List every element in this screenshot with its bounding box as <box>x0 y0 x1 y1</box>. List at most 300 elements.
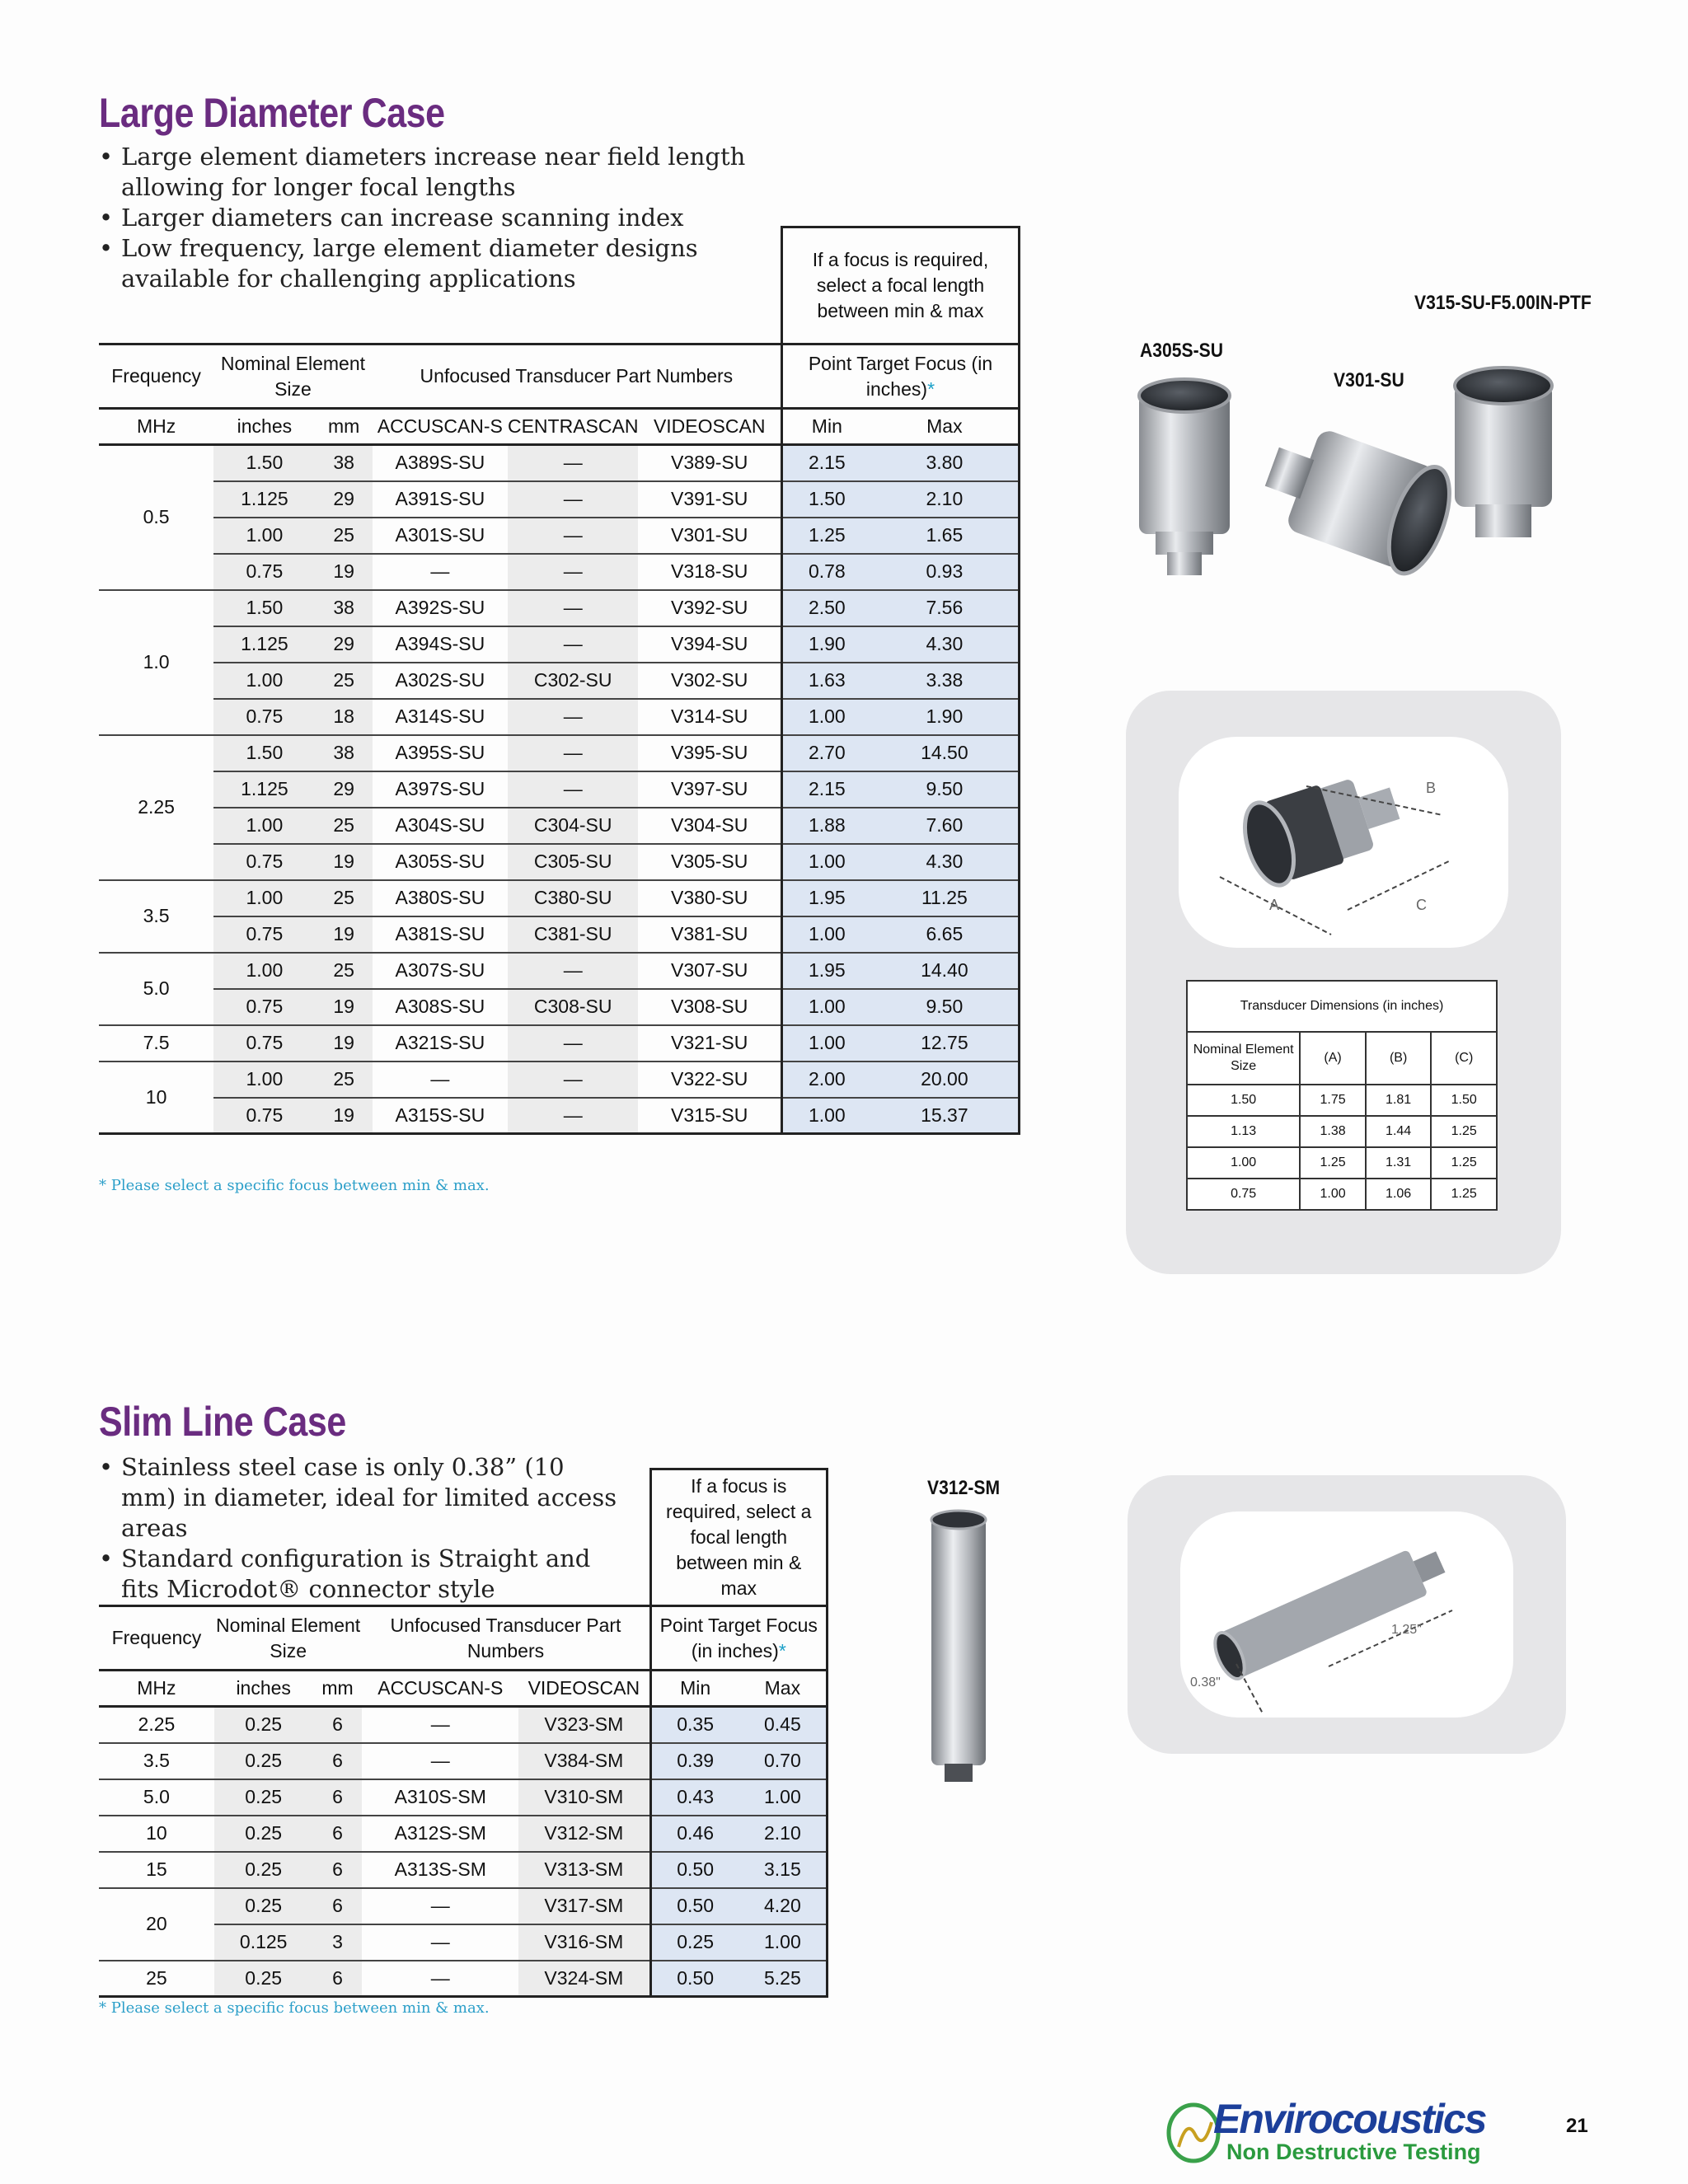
table-cell: 38 <box>316 445 373 481</box>
table-cell: V316-SM <box>518 1924 650 1961</box>
asterisk: * <box>778 1639 786 1661</box>
table-row <box>99 481 1020 518</box>
slim-table-body <box>99 1707 828 1997</box>
table-cell: 6 <box>313 1816 363 1852</box>
table-cell: 38 <box>316 590 373 626</box>
table-cell: — <box>508 699 638 735</box>
table-row <box>99 989 1020 1025</box>
table-cell: 1.90 <box>781 626 870 663</box>
ptf-header <box>781 344 1019 409</box>
brand-tagline: Non Destructive Testing <box>1226 2139 1481 2164</box>
table-cell: C380-SU <box>508 880 638 916</box>
table-cell: 1.00 <box>739 1924 828 1961</box>
table-cell: 1.95 <box>781 953 870 989</box>
unit-cell: MHz <box>99 409 213 445</box>
table-cell: 1.00 <box>213 880 315 916</box>
table-row <box>99 1961 828 1997</box>
dimension-label: B <box>1426 780 1437 796</box>
table-row <box>99 808 1020 844</box>
large-dimension-diagram <box>1179 737 1508 948</box>
table-row <box>99 844 1020 880</box>
frequency-cell: 1.0 <box>99 590 213 735</box>
table-cell: A302S-SU <box>373 663 508 699</box>
table-cell: 19 <box>316 554 373 590</box>
table-cell: — <box>508 1025 638 1062</box>
table-cell: 29 <box>316 481 373 518</box>
brand-name: Envirocoustics <box>1213 2096 1486 2142</box>
table-cell: 1.50 <box>781 481 870 518</box>
table-cell: V318-SU <box>638 554 781 590</box>
table-cell: 1.00 <box>213 1062 315 1098</box>
dimension-label: 0.38" <box>1190 1675 1221 1690</box>
table-cell: 1.00 <box>213 953 315 989</box>
table-cell: 1.00 <box>781 699 870 735</box>
table-cell: A394S-SU <box>373 626 508 663</box>
table-cell: A389S-SU <box>373 445 508 481</box>
table-cell: 1.00 <box>739 1779 828 1816</box>
table-cell: 1.50 <box>213 735 315 771</box>
table-cell: — <box>362 1961 518 1997</box>
table-cell: A313S-SM <box>362 1852 518 1888</box>
product-label: V315-SU-F5.00IN-PTF <box>1414 292 1592 314</box>
table-row <box>99 880 1020 916</box>
page-number: 21 <box>1566 2115 1588 2137</box>
table-cell: 1.25 <box>781 518 870 554</box>
table-cell: 0.50 <box>650 1888 739 1924</box>
table-cell: V307-SU <box>638 953 781 989</box>
table-cell: C381-SU <box>508 916 638 953</box>
table-cell: V394-SU <box>638 626 781 663</box>
table-cell: — <box>508 1098 638 1134</box>
table-cell: — <box>508 481 638 518</box>
table-cell: V301-SU <box>638 518 781 554</box>
table-cell: 0.43 <box>650 1779 739 1816</box>
table-cell: A307S-SU <box>373 953 508 989</box>
dims-cell: 1.00 <box>1187 1147 1300 1179</box>
dims-cell: 1.44 <box>1366 1116 1432 1147</box>
table-cell: A304S-SU <box>373 808 508 844</box>
table-cell: — <box>508 771 638 808</box>
unit-cell: inches <box>213 409 315 445</box>
frequency-cell: 7.5 <box>99 1025 213 1062</box>
table-cell: 1.88 <box>781 808 870 844</box>
v312-sm-photo <box>915 1508 1006 1797</box>
unfocused-header: Unfocused Transducer Part Numbers <box>373 344 782 409</box>
table-cell: 25 <box>316 663 373 699</box>
table-row <box>99 953 1020 989</box>
table-row <box>99 518 1020 554</box>
table-cell: 1.00 <box>781 1098 870 1134</box>
table-row <box>99 699 1020 735</box>
transducer-dimensions-table <box>1186 980 1498 1211</box>
table-cell: 19 <box>316 916 373 953</box>
table-cell: — <box>508 518 638 554</box>
unit-cell: Min <box>781 409 870 445</box>
table-cell: 2.10 <box>739 1816 828 1852</box>
table-cell: 7.60 <box>871 808 1020 844</box>
unit-cell: inches <box>214 1671 313 1707</box>
table-cell: 19 <box>316 1098 373 1134</box>
table-cell: V321-SU <box>638 1025 781 1062</box>
a305s-su-photo <box>1139 379 1230 575</box>
table-cell: 2.50 <box>781 590 870 626</box>
table-cell: 1.95 <box>781 880 870 916</box>
table-cell: 3.15 <box>739 1852 828 1888</box>
table-cell: A312S-SM <box>362 1816 518 1852</box>
table-cell: C304-SU <box>508 808 638 844</box>
frequency-header: Frequency <box>99 344 213 409</box>
frequency-cell: 0.5 <box>99 445 213 590</box>
table-row <box>99 1025 1020 1062</box>
unit-cell: Max <box>871 409 1020 445</box>
table-cell: 0.25 <box>214 1743 313 1779</box>
bullet-item: • Low frequency, large element diameter designs available for challenging applications <box>99 233 797 294</box>
focus-note: If a focus is required, select a focal length between min & max <box>781 227 1019 344</box>
table-row <box>99 1852 828 1888</box>
table-cell: V380-SU <box>638 880 781 916</box>
unit-cell: Max <box>739 1671 828 1707</box>
table-cell: 0.25 <box>650 1924 739 1961</box>
section-title-large: Large Diameter Case <box>99 90 445 136</box>
table-cell: 0.25 <box>214 1707 313 1743</box>
nominal-header: Nominal Element Size <box>213 344 373 409</box>
frequency-cell: 25 <box>99 1961 214 1997</box>
table-cell: 0.75 <box>213 1098 315 1134</box>
table-cell: 6 <box>313 1961 363 1997</box>
table-cell: — <box>508 626 638 663</box>
frequency-cell: 3.5 <box>99 1743 214 1779</box>
table-cell: 1.125 <box>213 771 315 808</box>
dims-cell: 1.38 <box>1300 1116 1366 1147</box>
table-cell: 1.90 <box>871 699 1020 735</box>
table-cell: 0.45 <box>739 1707 828 1743</box>
table-cell: V391-SU <box>638 481 781 518</box>
table-cell: V392-SU <box>638 590 781 626</box>
dims-row <box>1187 1179 1497 1210</box>
table-cell: 4.20 <box>739 1888 828 1924</box>
table-cell: 0.75 <box>213 1025 315 1062</box>
bullet-item: • Stainless steel case is only 0.38” (10 mm) in diameter, ideal for limited access areas <box>99 1452 618 1544</box>
table-cell: 0.50 <box>650 1961 739 1997</box>
frequency-cell: 5.0 <box>99 953 213 1025</box>
table-cell: 2.15 <box>781 445 870 481</box>
table-cell: 6 <box>313 1707 363 1743</box>
table-cell: 1.00 <box>213 808 315 844</box>
frequency-header: Frequency <box>99 1606 214 1671</box>
table-cell: V397-SU <box>638 771 781 808</box>
table-cell: 0.75 <box>213 916 315 953</box>
table-cell: 25 <box>316 808 373 844</box>
table-cell: 38 <box>316 735 373 771</box>
dims-title: Transducer Dimensions (in inches) <box>1187 981 1497 1032</box>
dims-cell: 1.50 <box>1187 1085 1300 1116</box>
table-cell: 6 <box>313 1779 363 1816</box>
table-cell: 1.00 <box>781 989 870 1025</box>
focus-note: If a focus is required, select a focal length between min & max <box>650 1469 827 1606</box>
table-cell: 29 <box>316 771 373 808</box>
unit-cell: Min <box>650 1671 739 1707</box>
table-cell: 1.00 <box>781 916 870 953</box>
frequency-cell: 15 <box>99 1852 214 1888</box>
table-cell: V395-SU <box>638 735 781 771</box>
table-cell: V308-SU <box>638 989 781 1025</box>
dims-cell: 1.00 <box>1300 1179 1366 1210</box>
section-title-slim: Slim Line Case <box>99 1399 346 1445</box>
table-cell: V304-SU <box>638 808 781 844</box>
product-label: A305S-SU <box>1140 340 1223 362</box>
table-cell: V322-SU <box>638 1062 781 1098</box>
large-table-body <box>99 445 1020 1134</box>
table-row <box>99 771 1020 808</box>
table-row <box>99 1743 828 1779</box>
table-cell: 14.40 <box>871 953 1020 989</box>
table-cell: V315-SU <box>638 1098 781 1134</box>
table-cell: 0.70 <box>739 1743 828 1779</box>
table-cell: 1.125 <box>213 481 315 518</box>
table-cell: — <box>362 1924 518 1961</box>
dims-cell: 1.31 <box>1366 1147 1432 1179</box>
table-cell: 1.00 <box>781 844 870 880</box>
table-cell: 0.39 <box>650 1743 739 1779</box>
bullet-item: • Large element diameters increase near field length allowing for longer focal lengths <box>99 142 783 203</box>
table-cell: — <box>508 953 638 989</box>
table-cell: V313-SM <box>518 1852 650 1888</box>
table-cell: A301S-SU <box>373 518 508 554</box>
brand-logo <box>1162 2095 1541 2169</box>
dims-row <box>1187 1116 1497 1147</box>
frequency-cell: 3.5 <box>99 880 213 953</box>
unfocused-header: Unfocused Transducer Part Numbers <box>362 1606 650 1671</box>
table-cell: 19 <box>316 1025 373 1062</box>
table-cell: V323-SM <box>518 1707 650 1743</box>
table-cell: A381S-SU <box>373 916 508 953</box>
table-cell: 1.00 <box>213 663 315 699</box>
dims-cell: 1.13 <box>1187 1116 1300 1147</box>
dims-cell: 1.50 <box>1431 1085 1497 1116</box>
frequency-cell: 5.0 <box>99 1779 214 1816</box>
table-cell: A392S-SU <box>373 590 508 626</box>
table-row <box>99 626 1020 663</box>
table-cell: V310-SM <box>518 1779 650 1816</box>
table-cell: 29 <box>316 626 373 663</box>
table-cell: A397S-SU <box>373 771 508 808</box>
slim-diagram-panel <box>1128 1475 1566 1754</box>
table-cell: 0.75 <box>213 844 315 880</box>
dims-row <box>1187 1147 1497 1179</box>
table-row <box>99 1779 828 1816</box>
table-cell: A395S-SU <box>373 735 508 771</box>
table-cell: C308-SU <box>508 989 638 1025</box>
table-cell: 6 <box>313 1852 363 1888</box>
nominal-header: Nominal Element Size <box>214 1606 363 1671</box>
table-cell: 0.78 <box>781 554 870 590</box>
table-cell: 0.93 <box>871 554 1020 590</box>
unit-cell: ACCUSCAN-S <box>373 409 508 445</box>
bullet-item: • Larger diameters can increase scanning index <box>99 203 783 233</box>
table-cell: A314S-SU <box>373 699 508 735</box>
table-cell: 25 <box>316 518 373 554</box>
table-cell: 0.25 <box>214 1888 313 1924</box>
dims-cell: 1.25 <box>1300 1147 1366 1179</box>
table-cell: V324-SM <box>518 1961 650 1997</box>
table-row <box>99 1816 828 1852</box>
table-cell: 3 <box>313 1924 363 1961</box>
table-cell: 19 <box>316 989 373 1025</box>
table-cell: — <box>362 1888 518 1924</box>
frequency-cell: 10 <box>99 1816 214 1852</box>
table-row <box>99 1098 1020 1134</box>
table-cell: A308S-SU <box>373 989 508 1025</box>
frequency-cell: 10 <box>99 1062 213 1134</box>
table-cell: — <box>508 1062 638 1098</box>
table-cell: 0.46 <box>650 1816 739 1852</box>
dims-cell: 1.81 <box>1366 1085 1432 1116</box>
table-cell: A391S-SU <box>373 481 508 518</box>
table-cell: 1.50 <box>213 445 315 481</box>
table-cell: 0.125 <box>214 1924 313 1961</box>
asterisk: * <box>927 377 935 400</box>
table-cell: 1.63 <box>781 663 870 699</box>
table-cell: 18 <box>316 699 373 735</box>
unit-cell: VIDEOSCAN <box>638 409 781 445</box>
slim-dimension-diagram <box>1180 1511 1513 1718</box>
table-cell: V314-SU <box>638 699 781 735</box>
unit-cell: CENTRASCAN <box>508 409 638 445</box>
table-cell: — <box>373 1062 508 1098</box>
table-cell: 6.65 <box>871 916 1020 953</box>
table-cell: 0.25 <box>214 1779 313 1816</box>
table-cell: 2.70 <box>781 735 870 771</box>
unit-cell: MHz <box>99 1671 214 1707</box>
unit-cell: mm <box>316 409 373 445</box>
dims-cell: 1.25 <box>1431 1147 1497 1179</box>
table-cell: — <box>362 1743 518 1779</box>
table-cell: 2.15 <box>781 771 870 808</box>
table-cell: V384-SM <box>518 1743 650 1779</box>
table-cell: V312-SM <box>518 1816 650 1852</box>
frequency-cell: 2.25 <box>99 735 213 880</box>
unit-cell: mm <box>313 1671 363 1707</box>
table-cell: 3.80 <box>871 445 1020 481</box>
table-cell: 2.00 <box>781 1062 870 1098</box>
table-cell: 14.50 <box>871 735 1020 771</box>
table-cell: 6 <box>313 1888 363 1924</box>
table-cell: V302-SU <box>638 663 781 699</box>
table-cell: 25 <box>316 1062 373 1098</box>
product-label: V312-SM <box>927 1477 1001 1499</box>
large-diagram-inner <box>1179 737 1508 948</box>
dims-row <box>1187 1085 1497 1116</box>
ptf-header-text: Point Target Focus (in inches) <box>808 352 993 400</box>
table-row <box>99 554 1020 590</box>
table-cell: — <box>508 554 638 590</box>
table-cell: 1.00 <box>213 518 315 554</box>
table-cell: 0.75 <box>213 699 315 735</box>
dims-header: Nominal Element Size <box>1187 1032 1300 1085</box>
frequency-cell: 20 <box>99 1888 214 1961</box>
dims-header: (C) <box>1431 1032 1497 1085</box>
table-cell: V317-SM <box>518 1888 650 1924</box>
dimension-label: C <box>1416 897 1427 913</box>
table-cell: 0.25 <box>214 1961 313 1997</box>
table-cell: 2.10 <box>871 481 1020 518</box>
table-cell: 0.75 <box>213 989 315 1025</box>
dims-cell: 0.75 <box>1187 1179 1300 1210</box>
slim-footnote: * Please select a specific focus between min & max. <box>99 1999 490 2017</box>
table-cell: A315S-SU <box>373 1098 508 1134</box>
table-cell: 15.37 <box>871 1098 1020 1134</box>
dims-body <box>1187 1085 1497 1210</box>
table-row <box>99 1888 828 1924</box>
table-row <box>99 445 1020 481</box>
table-cell: 12.75 <box>871 1025 1020 1062</box>
unit-cell: VIDEOSCAN <box>518 1671 650 1707</box>
v301-su-photo <box>1253 414 1461 581</box>
large-transducer-photos <box>1104 363 1615 610</box>
table-cell: — <box>508 445 638 481</box>
ptf-header <box>650 1606 827 1671</box>
table-cell: — <box>508 735 638 771</box>
table-row <box>99 663 1020 699</box>
dims-header: (A) <box>1300 1032 1366 1085</box>
product-label: V301-SU <box>1334 369 1404 391</box>
table-cell: 20.00 <box>871 1062 1020 1098</box>
table-cell: 0.25 <box>214 1852 313 1888</box>
table-cell: 6 <box>313 1743 363 1779</box>
table-cell: 0.75 <box>213 554 315 590</box>
table-cell: 0.35 <box>650 1707 739 1743</box>
unit-cell: ACCUSCAN-S <box>362 1671 518 1707</box>
table-cell: A380S-SU <box>373 880 508 916</box>
table-cell: 0.50 <box>650 1852 739 1888</box>
table-cell: 4.30 <box>871 626 1020 663</box>
table-cell: 1.00 <box>781 1025 870 1062</box>
table-cell: — <box>362 1707 518 1743</box>
table-cell: 19 <box>316 844 373 880</box>
table-cell: — <box>373 554 508 590</box>
table-cell: 1.65 <box>871 518 1020 554</box>
large-spec-table <box>99 226 1020 1135</box>
dims-cell: 1.06 <box>1366 1179 1432 1210</box>
table-cell: 9.50 <box>871 771 1020 808</box>
slim-diagram-inner <box>1180 1511 1513 1718</box>
table-cell: A321S-SU <box>373 1025 508 1062</box>
table-cell: 25 <box>316 953 373 989</box>
table-cell: V389-SU <box>638 445 781 481</box>
table-cell: A305S-SU <box>373 844 508 880</box>
table-cell: 4.30 <box>871 844 1020 880</box>
table-row <box>99 1062 1020 1098</box>
table-cell: 11.25 <box>871 880 1020 916</box>
table-row <box>99 735 1020 771</box>
table-row <box>99 916 1020 953</box>
table-row <box>99 590 1020 626</box>
table-cell: 0.25 <box>214 1816 313 1852</box>
dims-cell: 1.25 <box>1431 1179 1497 1210</box>
large-footnote: * Please select a specific focus between min & max. <box>99 1177 490 1194</box>
table-cell: 25 <box>316 880 373 916</box>
table-cell: C302-SU <box>508 663 638 699</box>
table-cell: 1.125 <box>213 626 315 663</box>
table-cell: 1.50 <box>213 590 315 626</box>
dimension-label: A <box>1269 897 1280 913</box>
table-cell: 3.38 <box>871 663 1020 699</box>
table-cell: 5.25 <box>739 1961 828 1997</box>
slim-spec-table <box>99 1468 828 1998</box>
table-cell: V305-SU <box>638 844 781 880</box>
table-cell: 9.50 <box>871 989 1020 1025</box>
table-cell: C305-SU <box>508 844 638 880</box>
